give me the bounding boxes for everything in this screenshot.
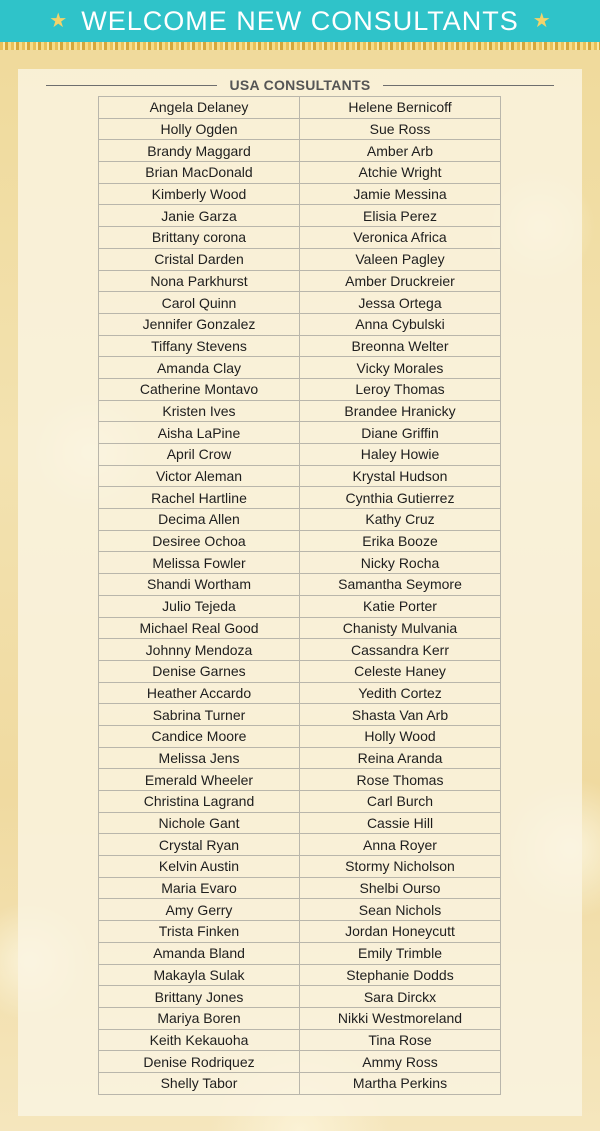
- consultant-name: Sue Ross: [300, 118, 501, 140]
- table-row: [99, 964, 501, 986]
- consultant-name: Janie Garza: [99, 205, 300, 227]
- consultant-name: Shelly Tabor: [99, 1072, 300, 1094]
- consultant-name: Cynthia Gutierrez: [300, 487, 501, 509]
- consultant-name: Nicky Rocha: [300, 552, 501, 574]
- consultant-name: Denise Rodriquez: [99, 1051, 300, 1073]
- consultant-name: Tiffany Stevens: [99, 335, 300, 357]
- consultant-name: Cristal Darden: [99, 248, 300, 270]
- consultant-name: Celeste Haney: [300, 660, 501, 682]
- consultant-name: Rachel Hartline: [99, 487, 300, 509]
- table-row: [99, 639, 501, 661]
- table-row: [99, 791, 501, 813]
- consultant-name: Tina Rose: [300, 1029, 501, 1051]
- consultant-name: Kathy Cruz: [300, 509, 501, 531]
- consultant-name: Sabrina Turner: [99, 704, 300, 726]
- star-icon: ★: [49, 10, 68, 32]
- consultant-name: Holly Wood: [300, 725, 501, 747]
- consultant-name: Brandy Maggard: [99, 140, 300, 162]
- consultant-name: Brittany Jones: [99, 986, 300, 1008]
- consultant-name: Amber Druckreier: [300, 270, 501, 292]
- consultant-name: Breonna Welter: [300, 335, 501, 357]
- consultant-name: Melissa Jens: [99, 747, 300, 769]
- table-row: [99, 227, 501, 249]
- table-row: [99, 595, 501, 617]
- table-row: [99, 921, 501, 943]
- consultant-name: Martha Perkins: [300, 1072, 501, 1094]
- consultant-name: Nona Parkhurst: [99, 270, 300, 292]
- table-row: [99, 574, 501, 596]
- consultant-name: Brandee Hranicky: [300, 400, 501, 422]
- consultant-name: Yedith Cortez: [300, 682, 501, 704]
- consultant-name: Valeen Pagley: [300, 248, 501, 270]
- consultant-name: Christina Lagrand: [99, 791, 300, 813]
- consultant-name: Jamie Messina: [300, 183, 501, 205]
- table-row: [99, 812, 501, 834]
- table-row: [99, 140, 501, 162]
- consultant-name: Carol Quinn: [99, 292, 300, 314]
- consultant-name: Leroy Thomas: [300, 378, 501, 400]
- table-row: [99, 248, 501, 270]
- consultant-name: Kelvin Austin: [99, 856, 300, 878]
- consultant-name: Crystal Ryan: [99, 834, 300, 856]
- table-row: [99, 552, 501, 574]
- table-row: [99, 617, 501, 639]
- consultant-name: Shasta Van Arb: [300, 704, 501, 726]
- table-row: [99, 986, 501, 1008]
- consultant-name: Katie Porter: [300, 595, 501, 617]
- consultant-name: Shelbi Ourso: [300, 877, 501, 899]
- table-row: [99, 97, 501, 119]
- consultant-name: Amanda Bland: [99, 942, 300, 964]
- table-row: [99, 313, 501, 335]
- table-row: [99, 660, 501, 682]
- consultant-name: Chanisty Mulvania: [300, 617, 501, 639]
- consultant-name: Sara Dirckx: [300, 986, 501, 1008]
- table-row: [99, 1029, 501, 1051]
- table-row: [99, 530, 501, 552]
- section-title: USA CONSULTANTS: [229, 77, 371, 93]
- table-row: [99, 769, 501, 791]
- table-row: [99, 422, 501, 444]
- glitter-border: [0, 42, 600, 50]
- table-row: [99, 704, 501, 726]
- table-row: [99, 856, 501, 878]
- consultant-name: Krystal Hudson: [300, 465, 501, 487]
- table-row: [99, 682, 501, 704]
- consultant-name: Jordan Honeycutt: [300, 921, 501, 943]
- consultant-name: Heather Accardo: [99, 682, 300, 704]
- table-row: [99, 357, 501, 379]
- table-row: [99, 899, 501, 921]
- consultant-name: Anna Cybulski: [300, 313, 501, 335]
- consultant-name: Holly Ogden: [99, 118, 300, 140]
- consultant-name: Amber Arb: [300, 140, 501, 162]
- consultant-name: Makayla Sulak: [99, 964, 300, 986]
- consultant-name: Stephanie Dodds: [300, 964, 501, 986]
- consultant-name: Michael Real Good: [99, 617, 300, 639]
- consultant-name: Nichole Gant: [99, 812, 300, 834]
- consultant-name: Jennifer Gonzalez: [99, 313, 300, 335]
- table-row: [99, 270, 501, 292]
- consultant-name: Ammy Ross: [300, 1051, 501, 1073]
- divider-line: [46, 85, 217, 86]
- table-row: [99, 378, 501, 400]
- page-title: WELCOME NEW CONSULTANTS: [81, 5, 519, 36]
- header-banner: [0, 0, 600, 42]
- consultant-name: Brittany corona: [99, 227, 300, 249]
- consultant-name: Veronica Africa: [300, 227, 501, 249]
- consultant-name: Candice Moore: [99, 725, 300, 747]
- table-row: [99, 1007, 501, 1029]
- consultant-name: Sean Nichols: [300, 899, 501, 921]
- table-row: [99, 725, 501, 747]
- consultant-name: Victor Aleman: [99, 465, 300, 487]
- consultant-name: April Crow: [99, 444, 300, 466]
- table-row: [99, 465, 501, 487]
- consultant-name: Brian MacDonald: [99, 162, 300, 184]
- table-row: [99, 162, 501, 184]
- consultant-name: Desiree Ochoa: [99, 530, 300, 552]
- table-row: [99, 118, 501, 140]
- consultant-name: Julio Tejeda: [99, 595, 300, 617]
- divider-line: [383, 85, 554, 86]
- consultant-name: Maria Evaro: [99, 877, 300, 899]
- table-row: [99, 205, 501, 227]
- consultant-name: Catherine Montavo: [99, 378, 300, 400]
- consultant-name: Cassie Hill: [300, 812, 501, 834]
- consultant-name: Decima Allen: [99, 509, 300, 531]
- consultant-name: Nikki Westmoreland: [300, 1007, 501, 1029]
- consultant-name: Reina Aranda: [300, 747, 501, 769]
- consultant-name: Johnny Mendoza: [99, 639, 300, 661]
- table-row: [99, 335, 501, 357]
- consultant-name: Emily Trimble: [300, 942, 501, 964]
- consultant-name: Haley Howie: [300, 444, 501, 466]
- consultant-name: Jessa Ortega: [300, 292, 501, 314]
- table-row: [99, 444, 501, 466]
- consultant-name: Elisia Perez: [300, 205, 501, 227]
- consultant-name: Samantha Seymore: [300, 574, 501, 596]
- table-row: [99, 834, 501, 856]
- star-icon: ★: [532, 10, 551, 32]
- consultant-name: Melissa Fowler: [99, 552, 300, 574]
- consultant-name: Diane Griffin: [300, 422, 501, 444]
- consultant-name: Kimberly Wood: [99, 183, 300, 205]
- table-row: [99, 292, 501, 314]
- consultant-name: Anna Royer: [300, 834, 501, 856]
- consultant-name: Vicky Morales: [300, 357, 501, 379]
- consultant-name: Aisha LaPine: [99, 422, 300, 444]
- consultant-name: Angela Delaney: [99, 97, 300, 119]
- consultant-name: Helene Bernicoff: [300, 97, 501, 119]
- table-row: [99, 942, 501, 964]
- consultant-name: Kristen Ives: [99, 400, 300, 422]
- consultant-name: Emerald Wheeler: [99, 769, 300, 791]
- consultant-name: Amanda Clay: [99, 357, 300, 379]
- consultant-name: Erika Booze: [300, 530, 501, 552]
- table-row: [99, 1072, 501, 1094]
- table-row: [99, 509, 501, 531]
- consultants-table: [98, 96, 501, 1095]
- consultant-name: Shandi Wortham: [99, 574, 300, 596]
- consultant-name: Stormy Nicholson: [300, 856, 501, 878]
- consultant-name: Denise Garnes: [99, 660, 300, 682]
- consultant-name: Carl Burch: [300, 791, 501, 813]
- consultant-name: Trista Finken: [99, 921, 300, 943]
- table-row: [99, 487, 501, 509]
- table-row: [99, 400, 501, 422]
- consultant-name: Atchie Wright: [300, 162, 501, 184]
- consultant-name: Cassandra Kerr: [300, 639, 501, 661]
- consultant-name: Amy Gerry: [99, 899, 300, 921]
- table-row: [99, 1051, 501, 1073]
- consultant-name: Rose Thomas: [300, 769, 501, 791]
- consultant-name: Keith Kekauoha: [99, 1029, 300, 1051]
- table-row: [99, 747, 501, 769]
- section-heading: [46, 75, 554, 95]
- consultant-name: Mariya Boren: [99, 1007, 300, 1029]
- table-row: [99, 877, 501, 899]
- table-row: [99, 183, 501, 205]
